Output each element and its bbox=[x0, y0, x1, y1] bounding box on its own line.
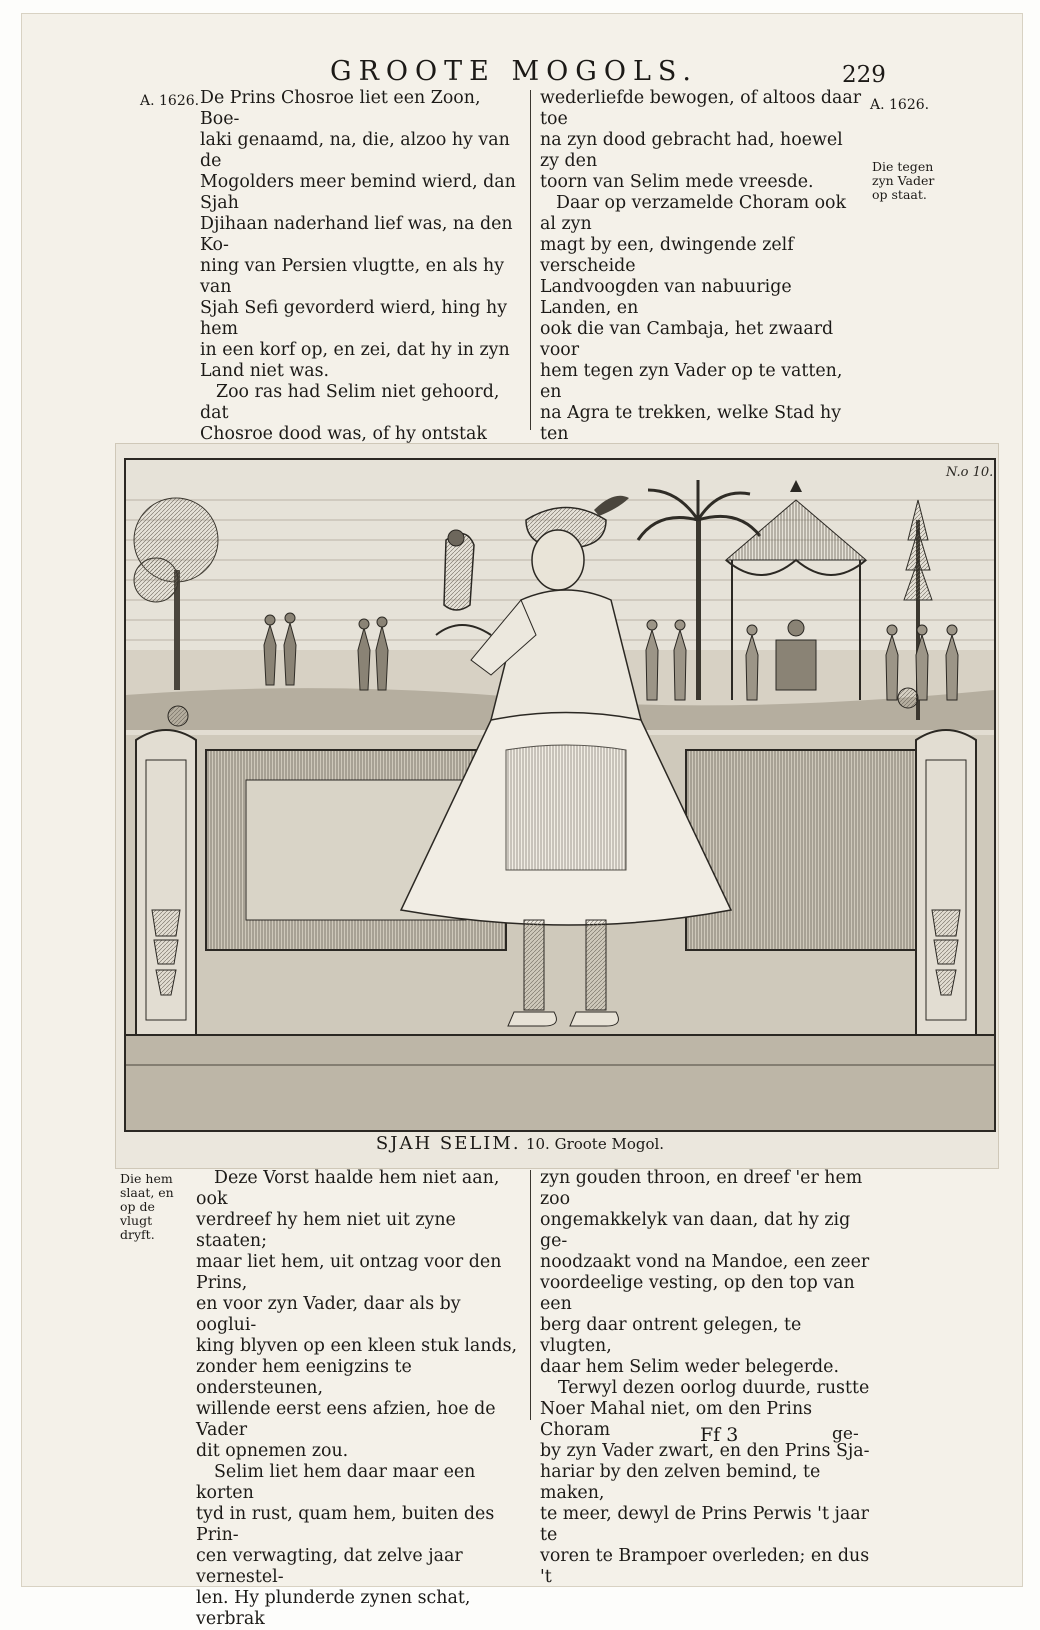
text-line: len. Hy plunderde zynen schat, verbrak bbox=[196, 1588, 471, 1629]
text-line: zyn gouden throon, en dreef 'er hem zoo bbox=[540, 1168, 863, 1209]
margin-note-line: slaat, en bbox=[120, 1185, 174, 1200]
floor bbox=[126, 1035, 994, 1130]
text-line: berg daar ontrent gelegen, te vlugten, bbox=[540, 1315, 802, 1356]
margin-note-line: dryft. bbox=[120, 1227, 155, 1242]
column-rule-top bbox=[530, 90, 531, 430]
plate-caption bbox=[0, 1133, 1040, 1154]
text-line: toorn van Selim mede vreesde. bbox=[540, 172, 814, 192]
text-line: Sjah Sefi gevorderd wierd, hing hy hem bbox=[200, 298, 508, 339]
text-line: Djihaan naderhand lief was, na den Ko- bbox=[200, 214, 513, 255]
text-line: Noer Mahal niet, om den Prins Choram bbox=[540, 1399, 813, 1440]
margin-note-line: op staat. bbox=[872, 187, 927, 202]
running-title: GROOTE MOGOLS. bbox=[330, 56, 698, 87]
margin-note-line: Die tegen bbox=[872, 159, 934, 174]
text-line: Mogolders meer bemind wierd, dan Sjah bbox=[200, 172, 516, 213]
text-line: laki genaamd, na, die, alzoo hy van de bbox=[200, 130, 510, 171]
text-line: te meer, dewyl de Prins Perwis 't jaar te bbox=[540, 1504, 869, 1545]
text-line: magt by een, dwingende zelf verscheide bbox=[540, 235, 794, 276]
text-line: Landvoogden van nabuurige Landen, en bbox=[540, 277, 792, 318]
text-line: Land niet was. bbox=[200, 361, 330, 381]
column-rule-bottom bbox=[530, 1170, 531, 1420]
text-line: Deze Vorst haalde hem niet aan, ook bbox=[196, 1168, 500, 1209]
year-marginal-left: A. 1626. bbox=[140, 93, 200, 109]
bottom-right-column bbox=[540, 1168, 874, 1588]
margin-note-line: zyn Vader bbox=[872, 173, 935, 188]
text-line: in een korf op, en zei, dat hy in zyn bbox=[200, 340, 510, 360]
text-line: king blyven op een kleen stuk lands, bbox=[196, 1336, 518, 1356]
text-line: maar liet hem, uit ontzag voor den Prins, bbox=[196, 1252, 502, 1293]
signature-mark: Ff 3 bbox=[700, 1424, 739, 1446]
text-line: Terwyl dezen oorlog duurde, rustte bbox=[558, 1378, 870, 1398]
text-line: by zyn Vader zwart, en den Prins Sja- bbox=[540, 1441, 870, 1461]
text-line: willende eerst eens afzien, hoe de Vader bbox=[196, 1399, 496, 1440]
margin-note-line: vlugt bbox=[120, 1213, 153, 1228]
text-line: verdreef hy hem niet uit zyne staaten; bbox=[196, 1210, 456, 1251]
year-marginal-right: A. 1626. bbox=[870, 97, 930, 113]
text-line: Selim liet hem daar maar een korten bbox=[196, 1462, 476, 1503]
text-line: ook die van Cambaja, het zwaard voor bbox=[540, 319, 834, 360]
pillar-left bbox=[136, 706, 196, 1040]
caption-subtitle: 10. Groote Mogol. bbox=[525, 1135, 665, 1153]
engraving-svg bbox=[126, 460, 994, 1130]
text-line: Daar op verzamelde Choram ook al zyn bbox=[540, 193, 847, 234]
text-line: na zyn dood gebracht had, hoewel zy den bbox=[540, 130, 843, 171]
margin-note-bottom-left bbox=[120, 1172, 194, 1242]
margin-note-line: op de bbox=[120, 1199, 155, 1214]
text-line: voren te Brampoer overleden; en dus 't bbox=[540, 1546, 870, 1587]
text-line: cen verwagting, dat zelve jaar vernestel- bbox=[196, 1546, 463, 1587]
text-line: zonder hem eenigzins te ondersteunen, bbox=[196, 1357, 412, 1398]
text-line: hem tegen zyn Vader op te vatten, en bbox=[540, 361, 843, 402]
wall-panel-right bbox=[686, 750, 926, 950]
text-line: Zoo ras had Selim niet gehoord, dat bbox=[200, 382, 500, 423]
text-line: Chosroe dood was, of hy ontstak bbox=[200, 424, 487, 444]
text-line: wederliefde bewogen, of altoos daar toe bbox=[540, 88, 862, 129]
caption-title: SJAH SELIM. bbox=[375, 1133, 521, 1154]
margin-note-top-right bbox=[872, 160, 962, 202]
text-line: na Agra te trekken, welke Stad hy ten bbox=[540, 403, 842, 444]
text-line: ning van Persien vlugtte, en als hy van bbox=[200, 256, 505, 297]
engraving-illustration bbox=[124, 458, 996, 1132]
text-line: De Prins Chosroe liet een Zoon, Boe- bbox=[200, 88, 481, 129]
text-line: en voor zyn Vader, daar als by ooglui- bbox=[196, 1294, 461, 1335]
page-number: 229 bbox=[842, 62, 886, 88]
text-line: ongemakkelyk van daan, dat hy zig ge- bbox=[540, 1210, 851, 1251]
text-line: voordeelige vesting, op den top van een bbox=[540, 1273, 855, 1314]
text-line: tyd in rust, quam hem, buiten des Prin- bbox=[196, 1504, 495, 1545]
text-line: dit opnemen zou. bbox=[196, 1441, 349, 1461]
text-line: daar hem Selim weder belegerde. bbox=[540, 1357, 839, 1377]
catchword: ge- bbox=[832, 1424, 859, 1444]
margin-note-line: Die hem bbox=[120, 1171, 173, 1186]
plate-number: N.o 10. bbox=[946, 465, 994, 480]
bottom-left-column bbox=[196, 1168, 526, 1630]
text-line: noodzaakt vond na Mandoe, een zeer bbox=[540, 1252, 870, 1272]
text-line: hariar by den zelven bemind, te maken, bbox=[540, 1462, 821, 1503]
